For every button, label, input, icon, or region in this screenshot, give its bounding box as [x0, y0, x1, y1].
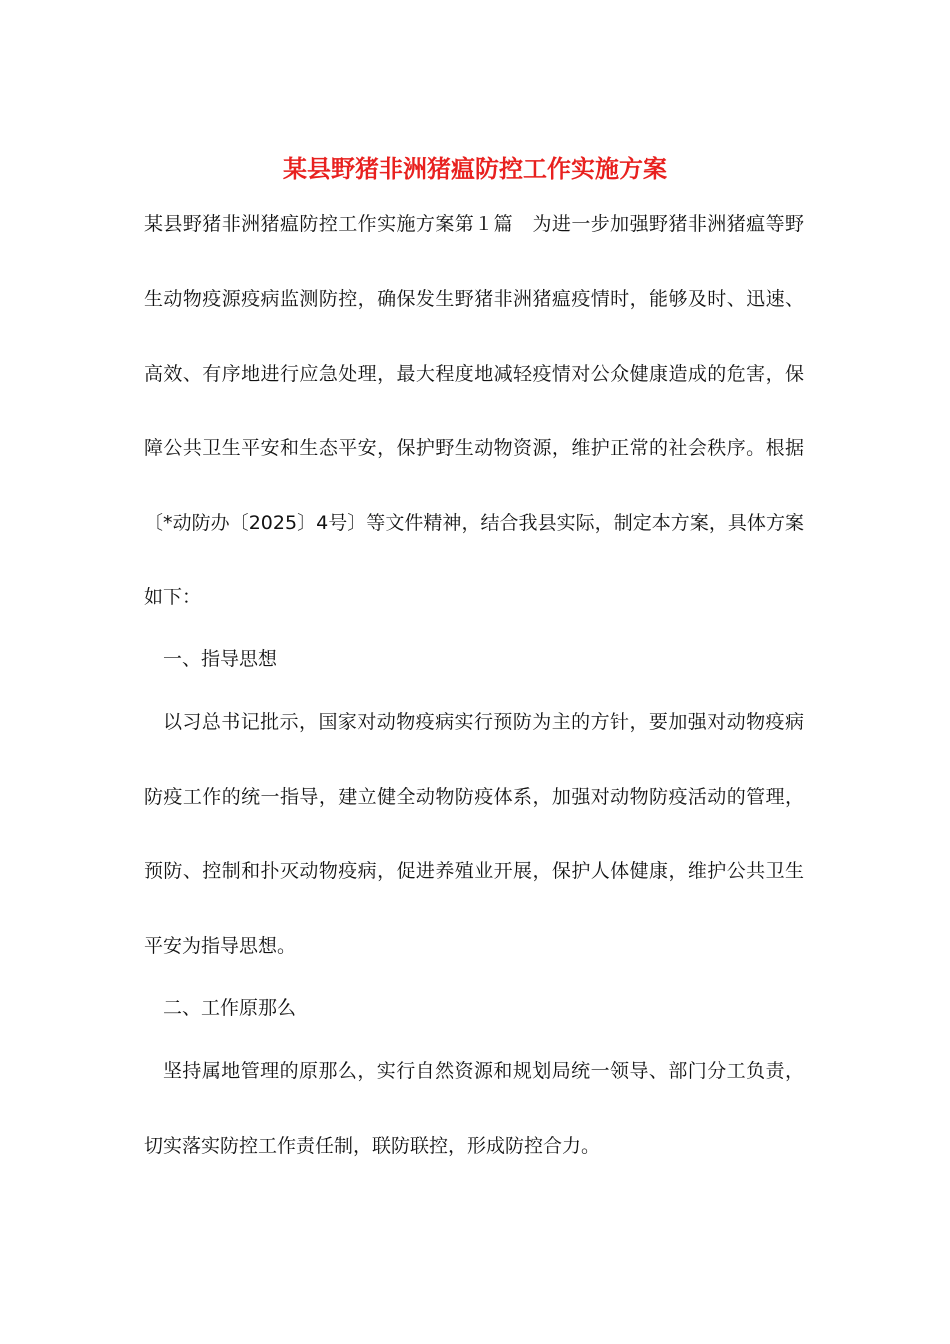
- section-heading-2: 二、工作原那么: [163, 997, 297, 1019]
- body-line-7: 以习总书记批示，国家对动物疫病实行预防为主的方针，要加强对动物疫病: [163, 711, 804, 733]
- body-line-4: 障公共卫生平安和生态平安，保护野生动物资源，维护正常的社会秩序。根据: [144, 437, 804, 459]
- body-line-12: 切实落实防控工作责任制，联防联控，形成防控合力。: [144, 1135, 601, 1157]
- body-line-6: 如下：: [144, 586, 202, 608]
- body-line-11: 坚持属地管理的原那么，实行自然资源和规划局统一领导、部门分工负责，: [163, 1060, 804, 1082]
- section-heading-1: 一、指导思想: [163, 648, 278, 670]
- body-line-9: 预防、控制和扑灭动物疫病，促进养殖业开展，保护人体健康，维护公共卫生: [144, 860, 804, 882]
- body-line-5: 〔*动防办〔2025〕4号〕等文件精神，结合我县实际，制定本方案，具体方案: [144, 512, 804, 534]
- body-line-8: 防疫工作的统一指导，建立健全动物防疫体系，加强对动物防疫活动的管理，: [144, 786, 804, 808]
- body-line-2: 生动物疫源疫病监测防控，确保发生野猪非洲猪瘟疫情时，能够及时、迅速、: [144, 288, 804, 310]
- document-title: 某县野猪非洲猪瘟防控工作实施方案: [283, 154, 667, 183]
- body-line-3: 高效、有序地进行应急处理，最大程度地减轻疫情对公众健康造成的危害，保: [144, 363, 804, 385]
- body-line-1: 某县野猪非洲猪瘟防控工作实施方案第１篇 为进一步加强野猪非洲猪瘟等野: [144, 213, 804, 235]
- body-line-10: 平安为指导思想。: [144, 935, 297, 957]
